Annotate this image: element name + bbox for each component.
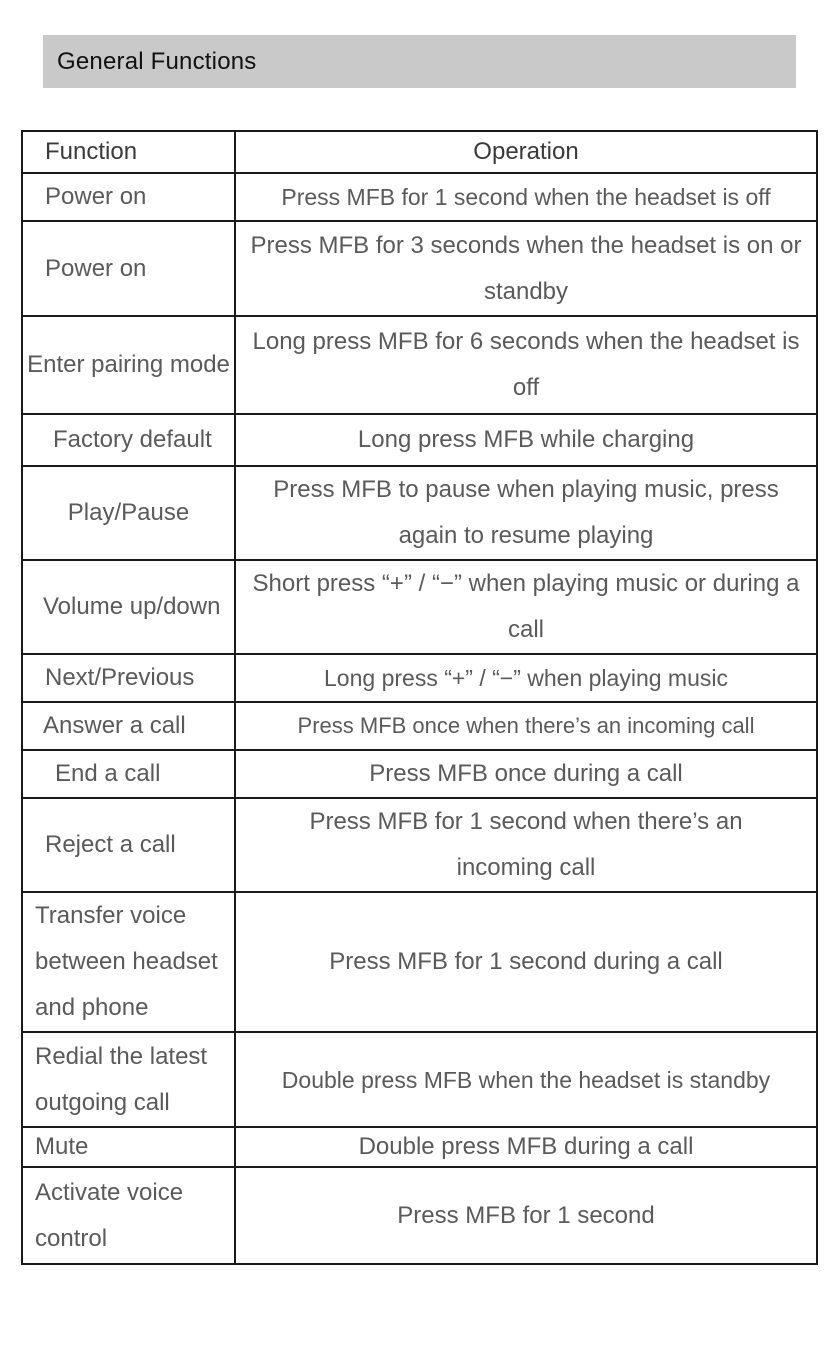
table-row	[22, 173, 817, 221]
operation-cell: Long press “+” / “−” when playing music	[235, 654, 817, 702]
section-title: General Functions	[57, 47, 257, 75]
operation-cell: Press MFB for 1 second when there’s an incoming call	[235, 798, 817, 892]
function-cell: Play/Pause	[22, 466, 235, 560]
operation-cell: Press MFB to pause when playing music, press again to resume playing	[235, 466, 817, 560]
table-row	[22, 1127, 817, 1167]
general-functions-table	[21, 130, 818, 1265]
table-row	[22, 316, 817, 414]
table-row	[22, 654, 817, 702]
table-header-row	[22, 131, 817, 173]
function-cell: Next/Previous	[22, 654, 235, 702]
function-cell: Factory default	[22, 414, 235, 466]
operation-cell: Double press MFB when the headset is standby	[235, 1032, 817, 1127]
operation-cell: Long press MFB for 6 seconds when the headset is off	[235, 316, 817, 414]
function-cell: Mute	[22, 1127, 235, 1167]
operation-cell: Press MFB for 3 seconds when the headset is on or standby	[235, 221, 817, 316]
table-row	[22, 892, 817, 1032]
operation-cell: Long press MFB while charging	[235, 414, 817, 466]
table-row	[22, 702, 817, 750]
function-cell: Power on	[22, 221, 235, 316]
table-row	[22, 1032, 817, 1127]
operation-cell: Short press “+” / “−” when playing music or during a call	[235, 560, 817, 654]
function-cell: Enter pairing mode	[22, 316, 235, 414]
table-row	[22, 798, 817, 892]
function-cell: End a call	[22, 750, 235, 798]
table-row	[22, 750, 817, 798]
function-cell: Volume up/down	[22, 560, 235, 654]
table-row	[22, 1167, 817, 1264]
operation-cell: Double press MFB during a call	[235, 1127, 817, 1167]
table-row	[22, 414, 817, 466]
operation-cell: Press MFB for 1 second when the headset is off	[235, 173, 817, 221]
operation-cell: Press MFB for 1 second	[235, 1167, 817, 1264]
section-header	[43, 35, 796, 88]
function-cell: Activate voice control	[22, 1167, 235, 1264]
header-function: Function	[22, 131, 235, 173]
function-cell: Reject a call	[22, 798, 235, 892]
function-cell: Redial the latest outgoing call	[22, 1032, 235, 1127]
table-row	[22, 221, 817, 316]
operation-cell: Press MFB once when there’s an incoming call	[235, 702, 817, 750]
function-cell: Answer a call	[22, 702, 235, 750]
table-row	[22, 560, 817, 654]
function-cell: Power on	[22, 173, 235, 221]
function-cell: Transfer voice between headset and phone	[22, 892, 235, 1032]
header-operation: Operation	[235, 131, 817, 173]
operation-cell: Press MFB for 1 second during a call	[235, 892, 817, 1032]
operation-cell: Press MFB once during a call	[235, 750, 817, 798]
table-row	[22, 466, 817, 560]
